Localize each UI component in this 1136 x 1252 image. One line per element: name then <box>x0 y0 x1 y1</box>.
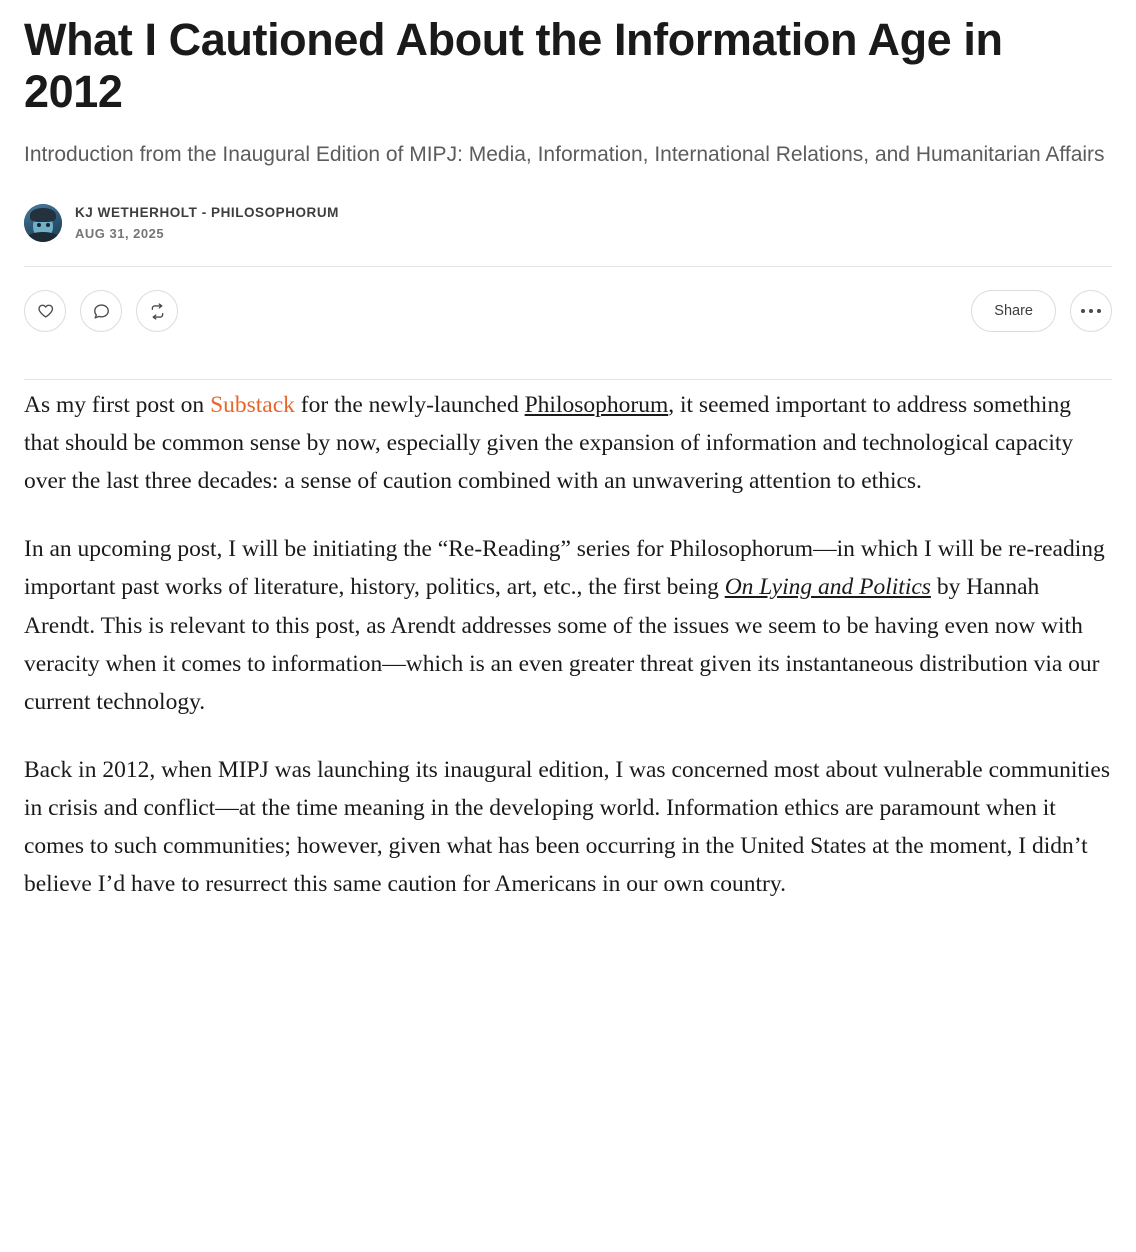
byline-text <box>75 205 339 241</box>
avatar-hair <box>30 208 56 222</box>
substack-link[interactable]: Substack <box>210 392 295 419</box>
comment-icon <box>92 302 111 321</box>
divider-bottom <box>24 379 1112 380</box>
restack-icon <box>148 302 167 321</box>
work-title-on-lying-and-politics[interactable]: On Lying and Politics <box>724 574 931 601</box>
philosophorum-link[interactable]: Philosophorum <box>524 392 669 419</box>
paragraph-1 <box>24 386 1112 500</box>
action-bar-right <box>971 290 1112 332</box>
p1-text-b: for the newly-launched <box>294 392 525 419</box>
p2-text-a: In an upcoming post, I will be initiating the “Re-Reading” series for Philosophorum—in which I will be re-reading important past works of literature, history, politics, art, etc., the first being <box>24 536 1105 601</box>
action-bar-left <box>24 290 178 332</box>
post-body <box>24 386 1112 903</box>
page-title: What I Cautioned About the Information Age in 2012 <box>24 14 1003 118</box>
byline <box>24 204 1112 242</box>
post-subtitle: Introduction from the Inaugural Edition of MIPJ: Media, Information, International Relations, and Humanitarian Affairs <box>24 143 1105 167</box>
restack-button[interactable] <box>136 290 178 332</box>
p2-text-b: by Hannah Arendt. This is relevant to this post, as Arendt addresses some of the issues we seem to be having even now with veracity when it comes to information—which is an even greater threat given its instantaneous distribution via our current technology. <box>24 574 1100 715</box>
p1-text-a: As my first post on <box>24 392 211 419</box>
avatar[interactable] <box>24 204 62 242</box>
paragraph-3: Back in 2012, when MIPJ was launching its inaugural edition, I was concerned most about vulnerable communities in crisis and conflict—at the time meaning in the developing world. Information ethics are paramount when it comes to such communities; however, given what has been occurring in the United States at the moment, I didn’t believe I’d have to resurrect this same caution for Americans in our own country. <box>24 756 1110 897</box>
more-options-button[interactable] <box>1070 290 1112 332</box>
paragraph-2 <box>24 530 1112 720</box>
heart-icon <box>36 302 55 321</box>
publish-date: AUG 31, 2025 <box>75 226 165 242</box>
post-page <box>0 14 1136 903</box>
avatar-shoulders <box>26 232 60 242</box>
like-button[interactable] <box>24 290 66 332</box>
share-button[interactable]: Share <box>971 290 1056 332</box>
ellipsis-icon <box>1081 309 1101 313</box>
action-bar <box>24 267 1112 355</box>
author-name[interactable]: KJ WETHERHOLT - PHILOSOPHORUM <box>75 205 339 221</box>
p1-text-c: , it seemed important to address something that should be common sense by now, especially given the expansion of information and technological capacity over the last three decades: a sense of caution combined with an unwavering attention to ethics. <box>24 392 1074 495</box>
comment-button[interactable] <box>80 290 122 332</box>
